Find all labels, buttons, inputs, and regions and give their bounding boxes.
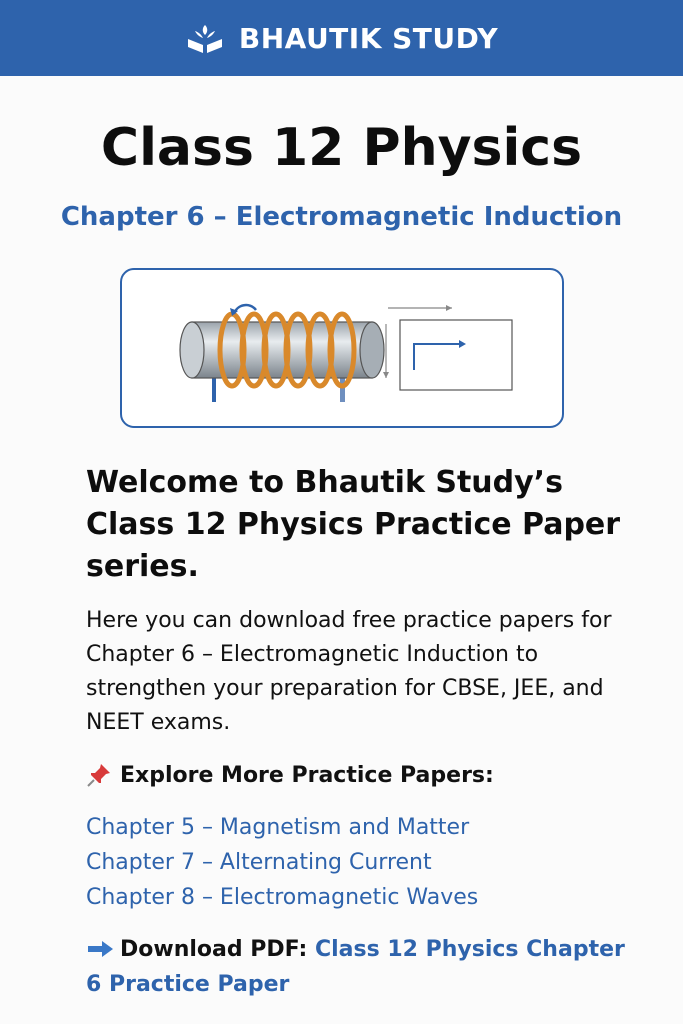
page-title: Class 12 Physics <box>100 118 583 178</box>
link-chapter-7[interactable]: Chapter 7 – Alternating Current <box>86 850 432 875</box>
solenoid-illustration <box>120 268 564 428</box>
explore-heading-text: Explore More Practice Papers: <box>120 762 494 788</box>
welcome-heading: Welcome to Bhautik Study’s Class 12 Physics Practice Paper series. <box>86 465 621 584</box>
link-chapter-5[interactable]: Chapter 5 – Magnetism and Matter <box>86 815 470 840</box>
chapter-links <box>86 810 646 915</box>
open-book-icon <box>185 21 225 55</box>
right-arrow-icon <box>86 940 114 958</box>
solenoid-coil-illustration <box>122 270 566 430</box>
download-section <box>86 932 626 1002</box>
link-chapter-8[interactable]: Chapter 8 – Electromagnetic Waves <box>86 885 479 910</box>
intro-text: Here you can download free practice papers for Chapter 6 – Electromagnetic Induction to strengthen your preparation for CBSE, JEE, and NEET exams. <box>86 608 612 735</box>
site-header <box>0 0 683 76</box>
brand-name[interactable]: BHAUTIK STUDY <box>238 21 499 55</box>
download-label: Download PDF: <box>120 937 308 962</box>
pushpin-icon <box>86 762 112 788</box>
download-pdf-link[interactable]: Class 12 Physics Chapter 6 Practice Paper <box>86 937 625 997</box>
chapter-subtitle: Chapter 6 – Electromagnetic Induction <box>60 202 623 232</box>
explore-heading <box>86 762 646 788</box>
